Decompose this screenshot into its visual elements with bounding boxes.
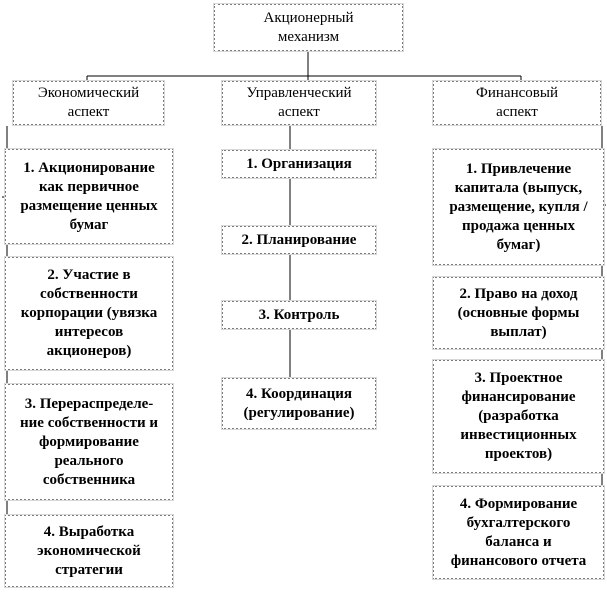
management-aspect-header (221, 80, 377, 126)
economic-aspect-title: Экономический аспект (37, 85, 140, 120)
management-item-1-text: 1. Организация (246, 155, 352, 172)
management-item-4 (221, 377, 377, 430)
management-aspect-title: Управленческий аспект (246, 85, 352, 120)
root-title: Акционерный механизм (263, 9, 354, 45)
financial-item-4 (432, 485, 605, 580)
management-item-3-text: 3. Контроль (258, 306, 340, 323)
economic-item-3-text: 3. Перераспределе- ние собственности и формирование реального собственника (20, 395, 158, 488)
financial-aspect-title: Финансовый аспект (476, 85, 558, 120)
financial-item-4-text: 4. Формирование бухгалтерского баланса и финансового отчета (450, 495, 587, 569)
economic-item-1 (4, 148, 174, 245)
economic-item-2 (4, 256, 174, 371)
economic-aspect-header (12, 80, 165, 126)
economic-item-1-text: 1. Акционирование как первичное размещение ценных бумаг (20, 159, 158, 233)
root-node (213, 3, 404, 52)
financial-item-1 (432, 148, 605, 266)
management-item-3 (221, 300, 377, 330)
financial-item-2 (432, 276, 605, 350)
economic-item-4 (4, 514, 174, 588)
financial-item-2-text: 2. Право на доход (основные формы выплат) (457, 285, 580, 340)
financial-item-1-text: 1. Привлечение капитала (выпуск, размещение, купля / продажа ценных бумаг) (449, 160, 588, 253)
economic-item-4-text: 4. Выработка экономической стратегии (37, 523, 141, 578)
management-item-4-text: 4. Координация (регулирование) (243, 385, 355, 421)
economic-item-2-text: 2. Участие в собственности корпорации (увязка интересов акционеров) (20, 267, 158, 359)
financial-item-3-text: 3. Проектное финансирование (разработка инвестиционных проектов) (460, 370, 577, 462)
financial-item-3 (432, 359, 605, 474)
management-item-2 (221, 225, 377, 255)
financial-aspect-header (432, 80, 602, 126)
management-item-2-text: 2. Планирование (241, 231, 357, 248)
economic-item-3 (4, 383, 174, 501)
management-item-1 (221, 149, 377, 179)
